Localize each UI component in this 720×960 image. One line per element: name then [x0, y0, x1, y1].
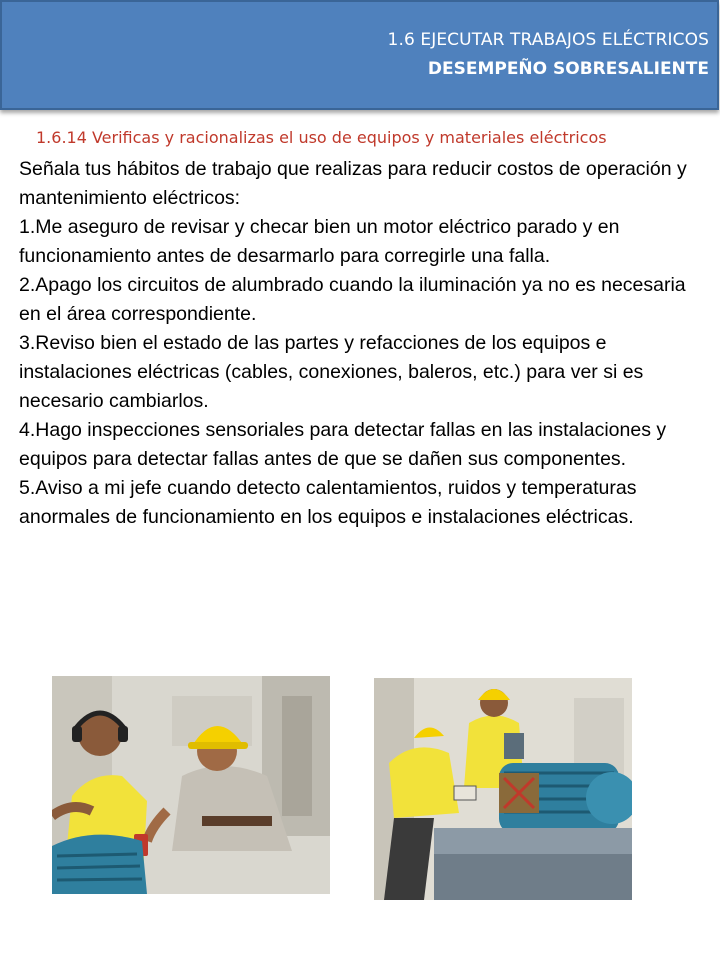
- list-item: 1.Me aseguro de revisar y checar bien un motor eléctrico parado y en funcionamiento antes de desarmarlo para corregirle una falla.: [19, 216, 620, 267]
- list-item: 5.Aviso a mi jefe cuando detecto calentamientos, ruidos y temperaturas anormales de funcionamiento en los equipos e instalaciones eléctricas.: [19, 477, 637, 528]
- photo-electricians-repairing-motor: [374, 678, 632, 900]
- header-subtitle: DESEMPEÑO SOBRESALIENTE: [427, 59, 709, 79]
- header-title: 1.6 EJECUTAR TRABAJOS ELÉCTRICOS: [387, 30, 709, 50]
- list-item: 4.Hago inspecciones sensoriales para detectar fallas en las instalaciones y equipos para detectar fallas antes de que se dañen sus componentes.: [19, 419, 667, 470]
- photo-electricians-inspecting-motor: [52, 676, 330, 894]
- section-subtitle: 1.6.14 Verificas y racionalizas el uso de equipos y materiales eléctricos: [36, 128, 607, 147]
- body-text: [19, 155, 709, 532]
- list-item: 3.Reviso bien el estado de las partes y refacciones de los equipos e instalaciones eléctricas (cables, conexiones, baleros, etc.) para ver si es necesario cambiarlos.: [19, 332, 644, 412]
- intro-paragraph: Señala tus hábitos de trabajo que realizas para reducir costos de operación y mantenimiento eléctricos:: [19, 158, 687, 209]
- header-banner: [0, 0, 719, 110]
- list-item: 2.Apago los circuitos de alumbrado cuando la iluminación ya no es necesaria en el área correspondiente.: [19, 274, 686, 325]
